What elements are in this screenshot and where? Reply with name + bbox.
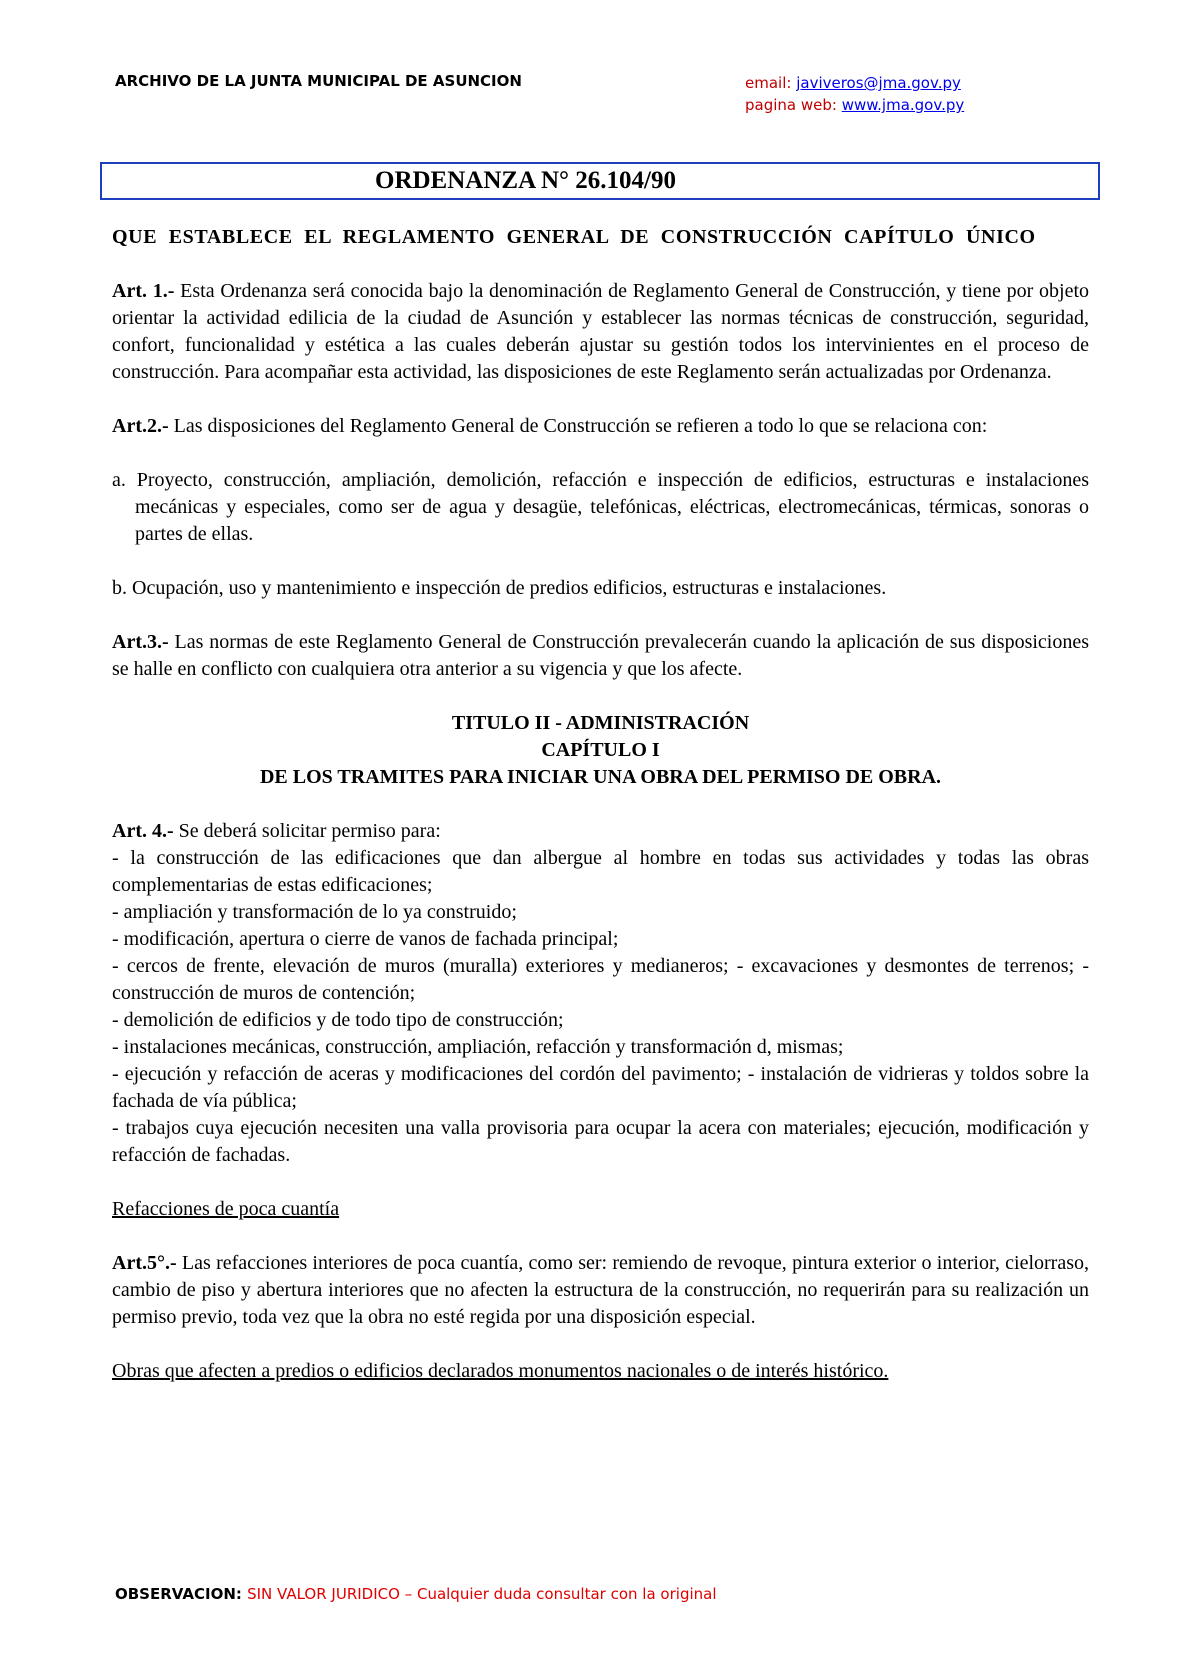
document-body xyxy=(112,224,1089,1385)
capitulo-subheading: DE LOS TRAMITES PARA INICIAR UNA OBRA DEL PERMISO DE OBRA. xyxy=(259,766,942,788)
capitulo-heading: CAPÍTULO I xyxy=(541,739,660,761)
article-4-line: - instalaciones mecánicas, construcción, ampliación, refacción y transformación d, mismas; xyxy=(112,1036,844,1058)
email-link[interactable]: javiveros@jma.gov.py xyxy=(796,74,961,92)
article-5 xyxy=(112,1250,1089,1331)
article-4-text: Se deberá solicitar permiso para: xyxy=(173,820,441,842)
list-item-a: a. Proyecto, construcción, ampliación, demolición, refacción e inspección de edificios, estructuras e instalaciones mecánicas y especiales, como ser de agua y desagüe, telefónicas, eléctricas, electromecánicas, térmicas, sonoras o partes de ellas. xyxy=(112,469,1089,545)
footer-observation xyxy=(115,1585,717,1603)
footer-label: OBSERVACION: xyxy=(115,1585,248,1603)
contact-block xyxy=(745,72,964,116)
article-2-label: Art.2.- xyxy=(112,415,169,437)
web-line xyxy=(745,94,964,116)
article-5-text: Las refacciones interiores de poca cuantía, como ser: remiendo de revoque, pintura exterior o interior, cielorraso, cambio de piso y abertura interiores que no afecten la estructura de la construcción, no requerirán para su realización un permiso previo, toda vez que la obra no esté regida por una disposición especial. xyxy=(112,1252,1089,1328)
web-link[interactable]: www.jma.gov.py xyxy=(841,96,965,114)
archive-header: ARCHIVO DE LA JUNTA MUNICIPAL DE ASUNCION xyxy=(115,72,522,90)
obras-heading xyxy=(112,1358,1089,1385)
refacciones-heading xyxy=(112,1196,1089,1223)
titulo-heading: TITULO II - ADMINISTRACIÓN xyxy=(451,712,750,734)
article-2-text: Las disposiciones del Reglamento General de Construcción se refieren a todo lo que se relaciona con: xyxy=(168,415,988,437)
article-4-line: - ejecución y refacción de aceras y modificaciones del cordón del pavimento; - instalación de vidrieras y toldos sobre la fachada de vía pública; xyxy=(112,1063,1089,1112)
email-line xyxy=(745,72,964,94)
article-4 xyxy=(112,818,1089,845)
article-3 xyxy=(112,629,1089,683)
article-1-label: Art. 1.- xyxy=(112,280,175,302)
list-item-b: b. Ocupación, uso y mantenimiento e inspección de predios edificios, estructuras e instalaciones. xyxy=(112,577,887,599)
main-heading: QUE ESTABLECE EL REGLAMENTO GENERAL DE CONSTRUCCIÓN CAPÍTULO ÚNICO xyxy=(112,226,1036,248)
web-label: pagina web: xyxy=(745,96,842,114)
obras-heading-text: Obras que afecten a predios o edificios declarados monumentos nacionales o de interés histórico. xyxy=(112,1360,889,1382)
ordinance-title: ORDENANZA N° 26.104/90 xyxy=(375,167,676,194)
article-4-line: - la construcción de las edificaciones que dan albergue al hombre en todas sus actividades y todas las obras complementarias de estas edificaciones; xyxy=(112,847,1089,896)
article-1 xyxy=(112,278,1089,386)
article-3-label: Art.3.- xyxy=(112,631,169,653)
article-4-label: Art. 4.- xyxy=(112,820,174,842)
article-4-line: - demolición de edificios y de todo tipo de construcción; xyxy=(112,1009,564,1031)
refacciones-heading-text: Refacciones de poca cuantía xyxy=(112,1198,340,1220)
article-1-text: Esta Ordenanza será conocida bajo la denominación de Reglamento General de Construcción, y tiene por objeto orientar la actividad edilicia de la ciudad de Asunción y establecer las normas técnicas de construcción, seguridad, confort, funcionalidad y estética a las cuales deberán ajustar su gestión todos los intervinientes en el proceso de construcción. Para acompañar esta actividad, las disposiciones de este Reglamento serán actualizadas por Ordenanza. xyxy=(112,280,1090,383)
article-3-text: Las normas de este Reglamento General de Construcción prevalecerán cuando la aplicación de sus disposiciones se halle en conflicto con cualquiera otra anterior a su vigencia y que los afecte. xyxy=(112,631,1089,680)
article-4-line: - cercos de frente, elevación de muros (muralla) exteriores y medianeros; - excavaciones y desmontes de terrenos; - construcción de muros de contención; xyxy=(112,955,1089,1004)
article-4-line: - modificación, apertura o cierre de vanos de fachada principal; xyxy=(112,928,619,950)
footer-note: SIN VALOR JURIDICO – Cualquier duda consultar con la original xyxy=(247,1585,717,1603)
article-2 xyxy=(112,413,1089,440)
ordinance-title-box xyxy=(100,162,1100,200)
email-label: email: xyxy=(745,74,797,92)
article-4-line: - trabajos cuya ejecución necesiten una valla provisoria para ocupar la acera con materiales; ejecución, modificación y refacción de fachadas. xyxy=(112,1117,1089,1166)
article-5-label: Art.5°.- xyxy=(112,1252,177,1274)
article-4-line: - ampliación y transformación de lo ya construido; xyxy=(112,901,517,923)
